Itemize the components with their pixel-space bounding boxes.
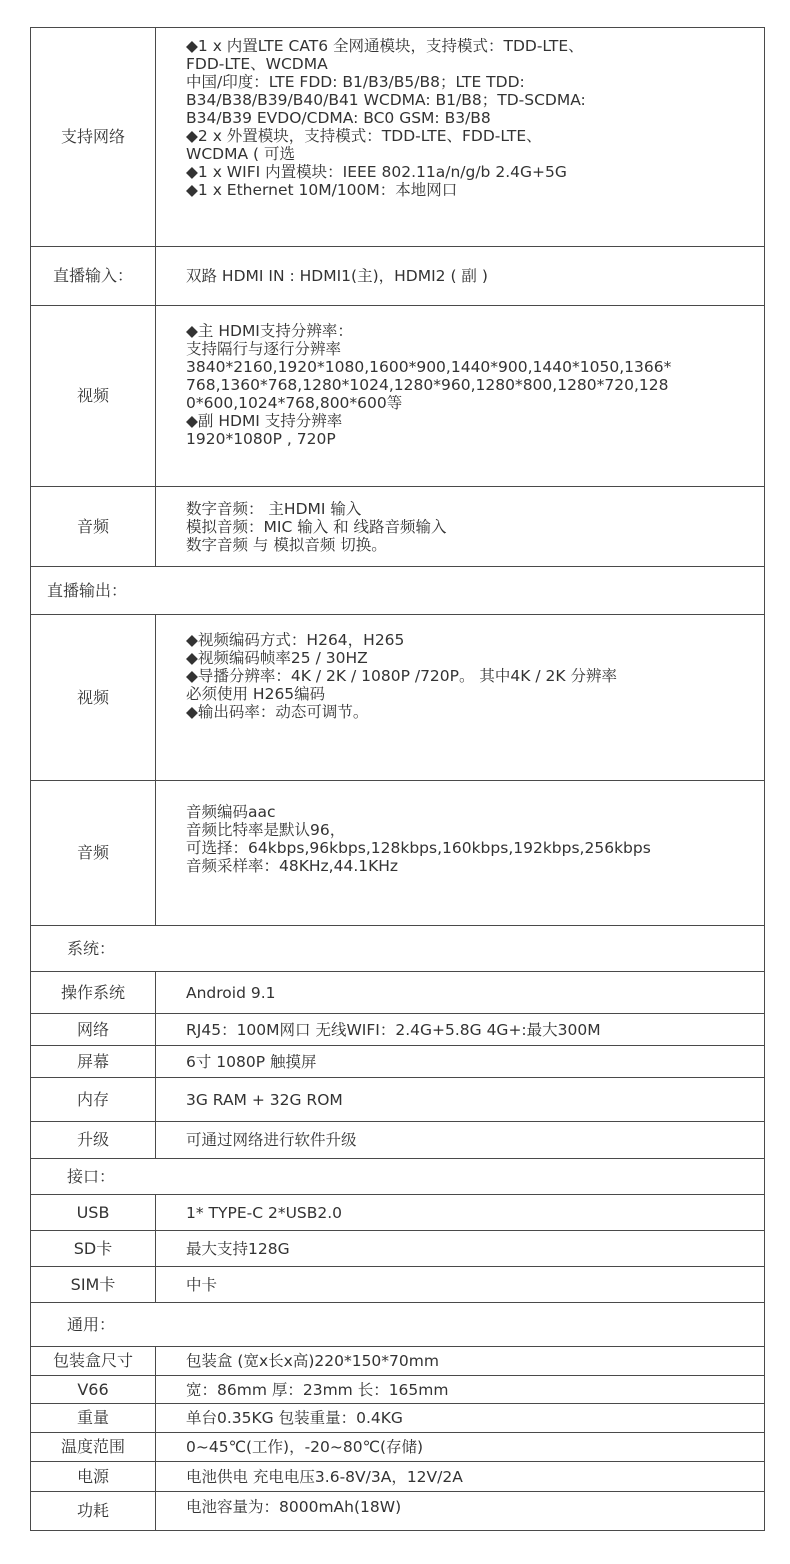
spec-row-input-video — [31, 306, 765, 487]
spec-table — [30, 27, 765, 1531]
section-system — [31, 926, 765, 972]
row-value: 音频编码aac 音频比特率是默认96， 可选择：64kbps,96kbps,128kbps,160kbps,192kbps,256kbps 音频采样率：48KHz,44.1KHz — [156, 781, 765, 926]
row-value: 电池供电 充电电压3.6-8V/3A，12V/2A — [156, 1462, 765, 1492]
row-value: 可通过网络进行软件升级 — [156, 1122, 765, 1159]
row-value: ◆视频编码方式：H264，H265 ◆视频编码帧率25 / 30HZ ◆导播分辨率：4K / 2K / 1080P /720P。 其中4K / 2K 分辨率 必须使用 H265编码 ◆输出码率：动态可调节。 — [156, 615, 765, 781]
section-live-output — [31, 567, 765, 615]
row-label: 电源 — [31, 1462, 156, 1492]
spec-row — [31, 972, 765, 1014]
spec-row — [31, 1014, 765, 1046]
spec-row-network — [31, 28, 765, 247]
spec-row — [31, 1195, 765, 1231]
section-title: 系统： — [31, 926, 765, 972]
row-label: 支持网络 — [31, 28, 156, 247]
row-value: ◆主 HDMI支持分辨率： 支持隔行与逐行分辨率 3840*2160,1920*1080,1600*900,1440*900,1440*1050,1366* 768,1360*768,1280*1024,1280*960,1280*800,1280*720,128 0*600,1024*768,800*600等 ◆副 HDMI 支持分辨率 1920*1080P , 720P — [156, 306, 765, 487]
row-label: V66 — [31, 1376, 156, 1404]
section-title: 通用： — [31, 1303, 765, 1347]
spec-row-output-video — [31, 615, 765, 781]
row-value: 宽：86mm 厚：23mm 长：165mm — [156, 1376, 765, 1404]
row-value: 双路 HDMI IN : HDMI1(主)，HDMI2 ( 副 ) — [156, 247, 765, 306]
row-value: 中卡 — [156, 1267, 765, 1303]
row-value: 3G RAM + 32G ROM — [156, 1078, 765, 1122]
row-label: 网络 — [31, 1014, 156, 1046]
row-label: 操作系统 — [31, 972, 156, 1014]
spec-row — [31, 1404, 765, 1433]
row-label: 温度范围 — [31, 1433, 156, 1462]
row-label: USB — [31, 1195, 156, 1231]
row-value: 最大支持128G — [156, 1231, 765, 1267]
spec-row — [31, 1046, 765, 1078]
spec-row — [31, 1462, 765, 1492]
row-value: 电池容量为：8000mAh(18W) — [156, 1492, 765, 1531]
row-label: 直播输入： — [31, 247, 156, 306]
spec-row — [31, 1376, 765, 1404]
row-value: 1* TYPE-C 2*USB2.0 — [156, 1195, 765, 1231]
row-label: 包装盒尺寸 — [31, 1347, 156, 1376]
row-value: Android 9.1 — [156, 972, 765, 1014]
row-label: 内存 — [31, 1078, 156, 1122]
row-label: 重量 — [31, 1404, 156, 1433]
row-value: 单台0.35KG 包装重量：0.4KG — [156, 1404, 765, 1433]
row-label: SIM卡 — [31, 1267, 156, 1303]
spec-row — [31, 1433, 765, 1462]
row-label: 屏幕 — [31, 1046, 156, 1078]
section-title: 直播输出： — [31, 567, 765, 615]
spec-row — [31, 1267, 765, 1303]
row-label: SD卡 — [31, 1231, 156, 1267]
row-value: RJ45：100M网口 无线WIFI：2.4G+5.8G 4G+:最大300M — [156, 1014, 765, 1046]
row-value: ◆1 x 内置LTE CAT6 全网通模块，支持模式：TDD-LTE、 FDD-LTE、WCDMA 中国/印度：LTE FDD: B1/B3/B5/B8；LTE TDD: B34/B38/B39/B40/B41 WCDMA: B1/B8；TD-SCDMA: B34/B39 EVDO/CDMA: BC0 GSM: B3/B8 ◆2 x 外置模块，支持模式：TDD-LTE、FDD-LTE、 WCDMA ( 可选 ◆1 x WIFI 内置模块：IEEE 802.11a/n/g/b 2.4G+5G ◆1 x Ethernet 10M/100M：本地网口 — [156, 28, 765, 247]
section-title: 接口： — [31, 1159, 765, 1195]
spec-row — [31, 1492, 765, 1531]
row-value: 0~45℃(工作)，-20~80℃(存储) — [156, 1433, 765, 1462]
row-label: 功耗 — [31, 1492, 156, 1531]
row-label: 音频 — [31, 487, 156, 567]
row-label: 视频 — [31, 615, 156, 781]
spec-row — [31, 1231, 765, 1267]
spec-row — [31, 1122, 765, 1159]
spec-row-output-audio — [31, 781, 765, 926]
spec-row-live-input — [31, 247, 765, 306]
spec-row-input-audio — [31, 487, 765, 567]
section-interface — [31, 1159, 765, 1195]
spec-row — [31, 1078, 765, 1122]
row-label: 升级 — [31, 1122, 156, 1159]
row-value: 包装盒 (宽x长x高)220*150*70mm — [156, 1347, 765, 1376]
section-general — [31, 1303, 765, 1347]
row-value: 数字音频： 主HDMI 输入 模拟音频：MIC 输入 和 线路音频输入 数字音频 与 模拟音频 切换。 — [156, 487, 765, 567]
row-label: 音频 — [31, 781, 156, 926]
row-label: 视频 — [31, 306, 156, 487]
spec-row — [31, 1347, 765, 1376]
row-value: 6寸 1080P 触摸屏 — [156, 1046, 765, 1078]
